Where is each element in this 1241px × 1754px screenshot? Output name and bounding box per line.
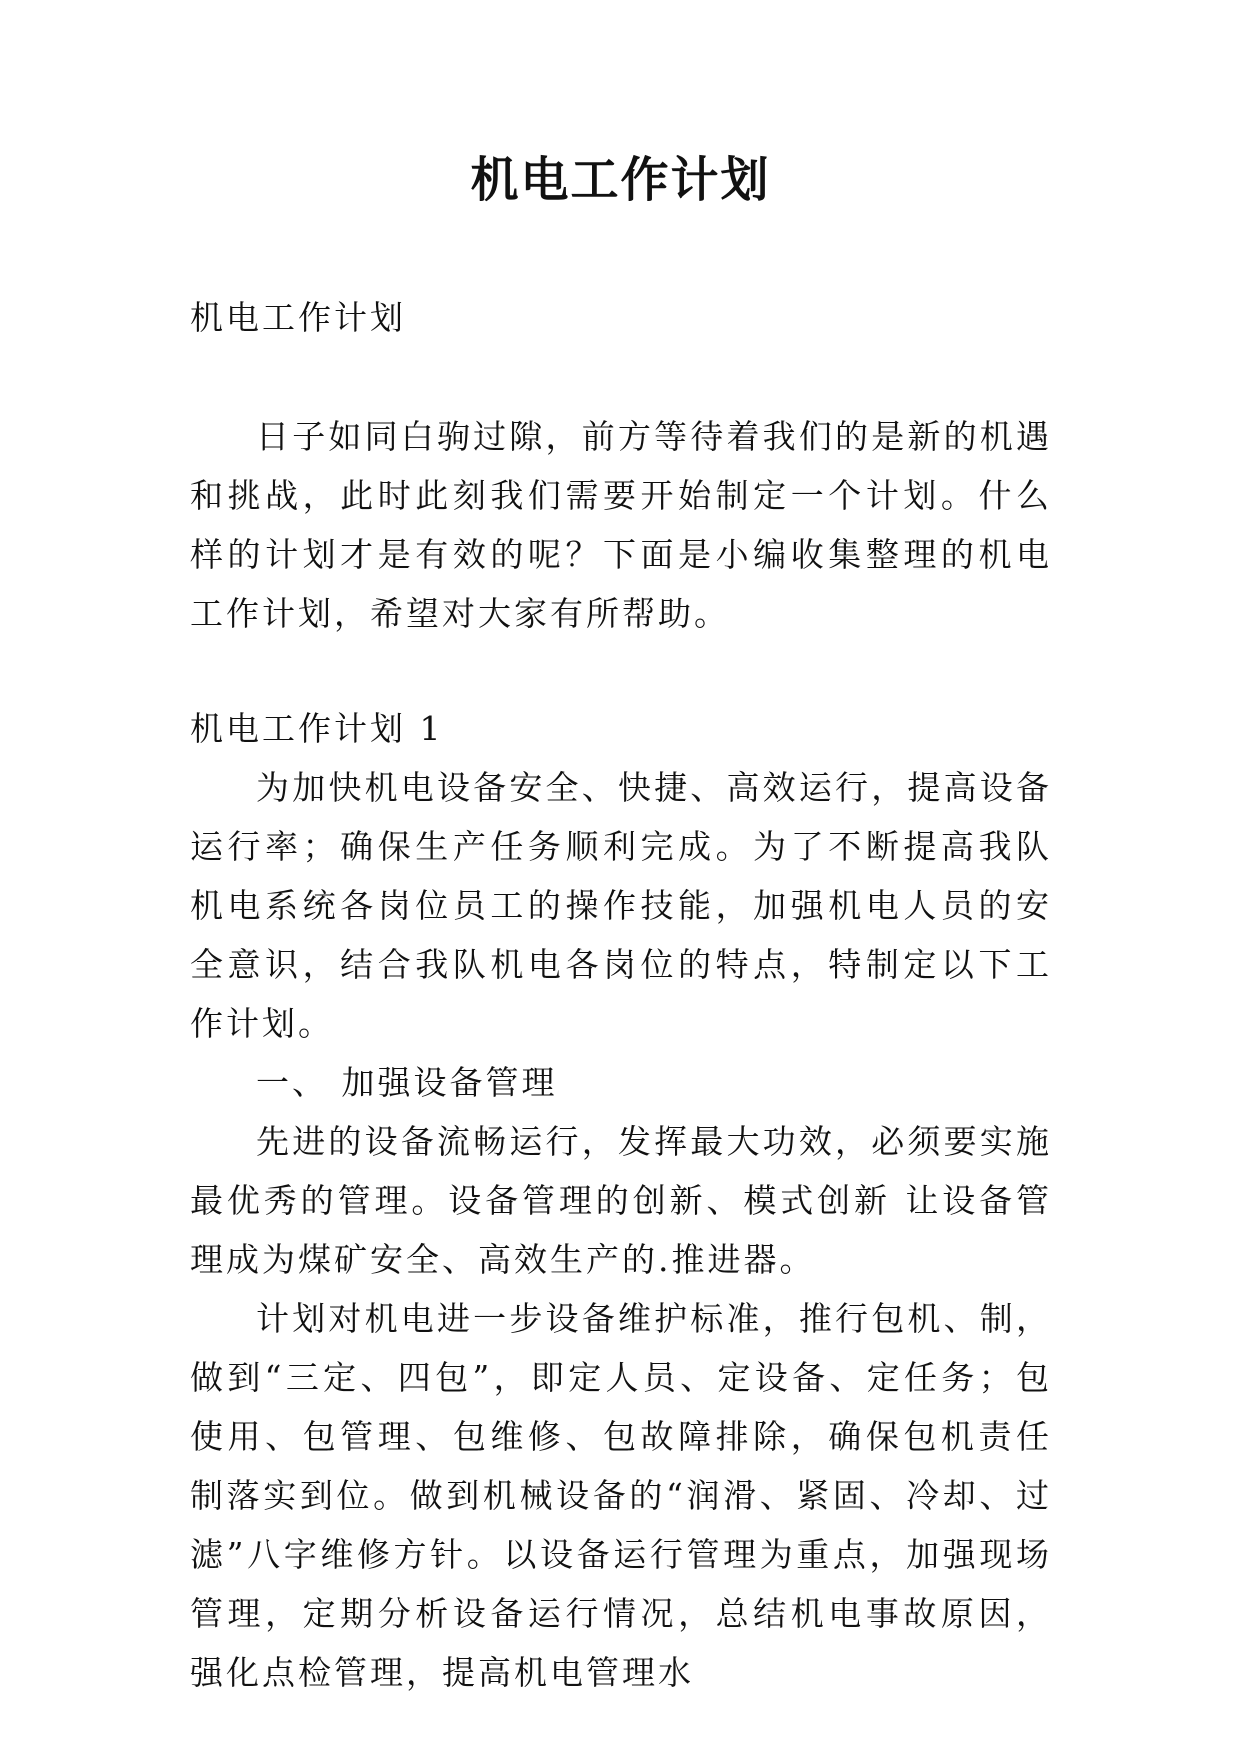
body-paragraph: 先进的设备流畅运行，发挥最大功效，必须要实施最优秀的管理。设备管理的创新、模式创新 让设备管理成为煤矿安全、高效生产的.推进器。 — [190, 1122, 1052, 1279]
document-body — [190, 288, 1052, 1702]
section-heading: 机电工作计划 1 — [190, 709, 444, 748]
intro-paragraph: 日子如同白驹过隙，前方等待着我们的是新的机遇和挑战，此时此刻我们需要开始制定一个计划。什么样的计划才是有效的呢？下面是小编收集整理的机电工作计划，希望对大家有所帮助。 — [190, 417, 1052, 633]
document-title: 机电工作计划 — [470, 152, 771, 208]
body-paragraph: 为加快机电设备安全、快捷、高效运行，提高设备运行率；确保生产任务顺利完成。为了不断提高我队机电系统各岗位员工的操作技能，加强机电人员的安全意识，结合我队机电各岗位的特点，特制定以下工作计划。 — [190, 768, 1052, 1043]
body-paragraph: 计划对机电进一步设备维护标准，推行包机、制，做到“三定、四包”，即定人员、定设备、定任务；包使用、包管理、包维修、包故障排除，确保包机责任制落实到位。做到机械设备的“润滑、紧固、冷却、过滤”八字维修方针。以设备运行管理为重点，加强现场管理，定期分析设备运行情况，总结机电事故原因，强化点检管理，提高机电管理水 — [190, 1299, 1052, 1692]
document-subtitle: 机电工作计划 — [190, 298, 406, 337]
subsection-heading: 一、 加强设备管理 — [256, 1063, 558, 1102]
